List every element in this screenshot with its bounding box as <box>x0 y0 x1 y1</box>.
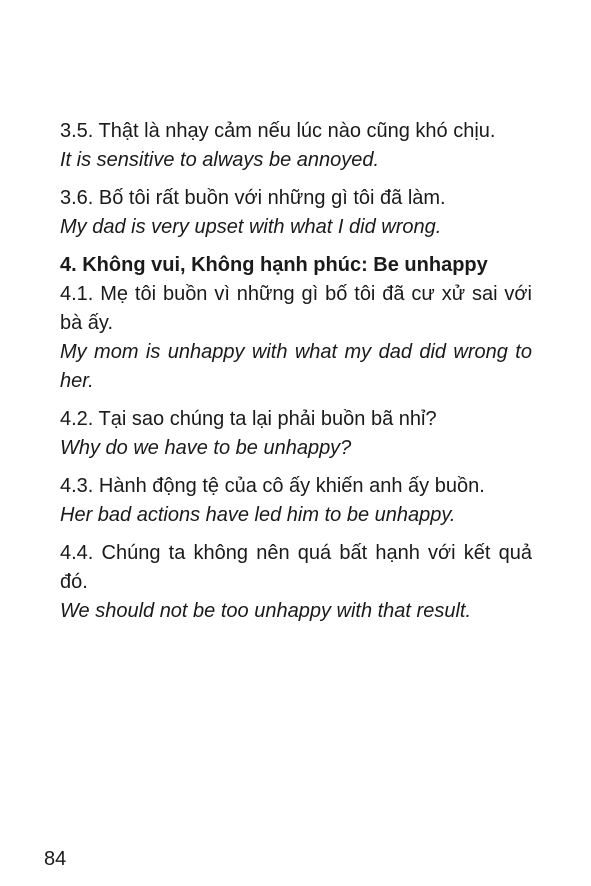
page-content <box>60 117 532 635</box>
english-translation: My dad is very upset with what I did wrong. <box>60 216 442 238</box>
english-translation: My mom is unhappy with what my dad did wrong to her. <box>60 341 532 392</box>
vietnamese-sentence: 4.1. Mẹ tôi buồn vì những gì bố tôi đã cư xử sai với bà ấy. <box>60 283 532 334</box>
english-translation: It is sensitive to always be annoyed. <box>60 149 380 171</box>
vietnamese-sentence: 4.3. Hành động tệ của cô ấy khiến anh ấy buồn. <box>60 475 485 497</box>
example-4-4 <box>60 539 532 626</box>
english-translation: Why do we have to be unhappy? <box>60 437 352 459</box>
example-4-2 <box>60 405 532 463</box>
vietnamese-sentence: 4.2. Tại sao chúng ta lại phải buồn bã nhỉ? <box>60 408 437 430</box>
vietnamese-sentence: 3.6. Bố tôi rất buồn với những gì tôi đã làm. <box>60 187 446 209</box>
example-4-1 <box>60 280 532 396</box>
example-3-5 <box>60 117 532 175</box>
english-translation: Her bad actions have led him to be unhappy. <box>60 504 456 526</box>
page-number: 84 <box>44 848 67 870</box>
example-4-3 <box>60 472 532 530</box>
section-heading: 4. Không vui, Không hạnh phúc: Be unhappy <box>60 254 488 276</box>
section-be-unhappy <box>60 251 532 626</box>
vietnamese-sentence: 3.5. Thật là nhạy cảm nếu lúc nào cũng khó chịu. <box>60 120 496 142</box>
vietnamese-sentence: 4.4. Chúng ta không nên quá bất hạnh với kết quả đó. <box>60 542 532 593</box>
example-3-6 <box>60 184 532 242</box>
english-translation: We should not be too unhappy with that result. <box>60 600 472 622</box>
